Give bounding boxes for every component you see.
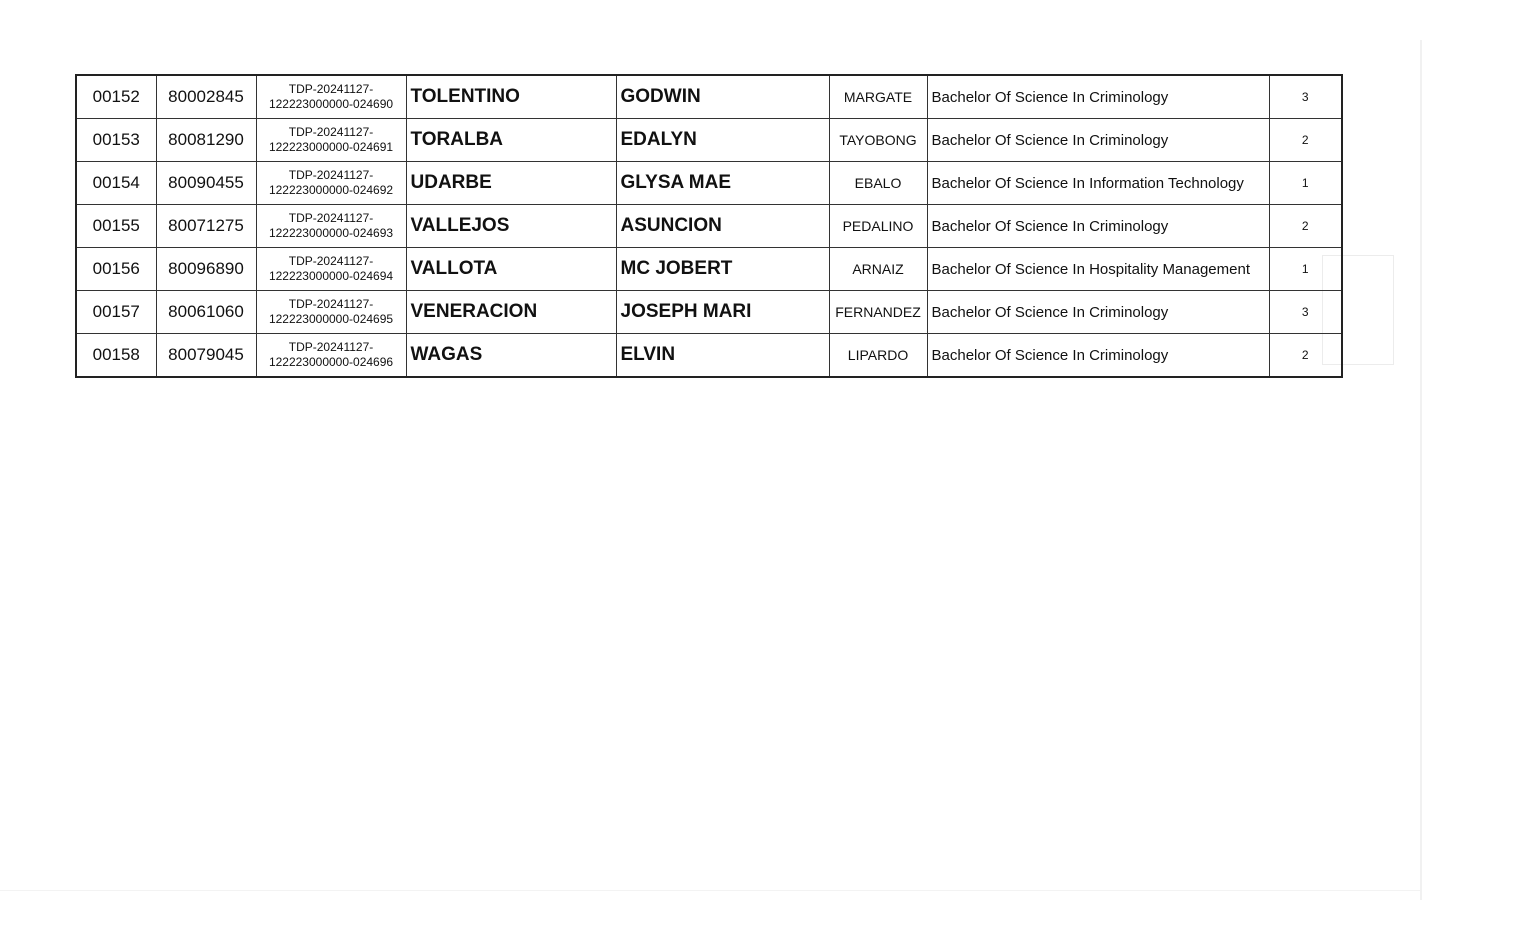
first-name: JOSEPH MARI — [616, 291, 829, 334]
middle-name: MARGATE — [829, 75, 927, 119]
year-level: 2 — [1269, 334, 1342, 378]
table-row — [76, 248, 1342, 291]
year-level: 2 — [1269, 119, 1342, 162]
tdp-number-line2: 122223000000-024692 — [268, 183, 394, 197]
degree-program: Bachelor Of Science In Criminology — [927, 75, 1269, 119]
student-id: 80081290 — [156, 119, 256, 162]
tdp-number-line2: 122223000000-024691 — [268, 140, 394, 154]
tdp-number — [256, 291, 406, 334]
table-row — [76, 334, 1342, 378]
tdp-number-line2: 122223000000-024694 — [268, 269, 394, 283]
tdp-number-line1: TDP-20241127- — [288, 254, 374, 268]
sequence-number: 00153 — [76, 119, 156, 162]
middle-name: EBALO — [829, 162, 927, 205]
sequence-number: 00152 — [76, 75, 156, 119]
first-name: GODWIN — [616, 75, 829, 119]
student-id: 80002845 — [156, 75, 256, 119]
tdp-number — [256, 119, 406, 162]
year-level: 3 — [1269, 291, 1342, 334]
sequence-number: 00155 — [76, 205, 156, 248]
degree-program: Bachelor Of Science In Criminology — [927, 334, 1269, 378]
scan-edge-artifact — [1420, 40, 1422, 900]
student-id: 80090455 — [156, 162, 256, 205]
tdp-number — [256, 334, 406, 378]
degree-program: Bachelor Of Science In Criminology — [927, 205, 1269, 248]
last-name: VALLOTA — [406, 248, 616, 291]
sequence-number: 00158 — [76, 334, 156, 378]
first-name: ELVIN — [616, 334, 829, 378]
last-name: WAGAS — [406, 334, 616, 378]
middle-name: PEDALINO — [829, 205, 927, 248]
tdp-number — [256, 205, 406, 248]
last-name: VALLEJOS — [406, 205, 616, 248]
tdp-number-line2: 122223000000-024696 — [268, 355, 394, 369]
tdp-number-line1: TDP-20241127- — [288, 125, 374, 139]
scan-line-artifact — [0, 890, 1420, 891]
degree-program: Bachelor Of Science In Criminology — [927, 119, 1269, 162]
last-name: VENERACION — [406, 291, 616, 334]
tdp-number-line2: 122223000000-024695 — [268, 312, 394, 326]
sequence-number: 00156 — [76, 248, 156, 291]
table-row — [76, 291, 1342, 334]
table-row — [76, 119, 1342, 162]
year-level: 1 — [1269, 248, 1342, 291]
first-name: EDALYN — [616, 119, 829, 162]
last-name: TOLENTINO — [406, 75, 616, 119]
tdp-number-line1: TDP-20241127- — [288, 168, 374, 182]
degree-program: Bachelor Of Science In Criminology — [927, 291, 1269, 334]
tdp-number — [256, 248, 406, 291]
tdp-number — [256, 75, 406, 119]
tdp-number-line1: TDP-20241127- — [288, 82, 374, 96]
middle-name: ARNAIZ — [829, 248, 927, 291]
first-name: MC JOBERT — [616, 248, 829, 291]
middle-name: LIPARDO — [829, 334, 927, 378]
tdp-number-line2: 122223000000-024690 — [268, 97, 394, 111]
table-row — [76, 205, 1342, 248]
sequence-number: 00157 — [76, 291, 156, 334]
tdp-number-line1: TDP-20241127- — [288, 340, 374, 354]
middle-name: FERNANDEZ — [829, 291, 927, 334]
degree-program: Bachelor Of Science In Hospitality Management — [927, 248, 1269, 291]
year-level: 3 — [1269, 75, 1342, 119]
middle-name: TAYOBONG — [829, 119, 927, 162]
year-level: 1 — [1269, 162, 1342, 205]
tdp-number-line2: 122223000000-024693 — [268, 226, 394, 240]
tdp-number — [256, 162, 406, 205]
degree-program: Bachelor Of Science In Information Technology — [927, 162, 1269, 205]
roster-body — [76, 75, 1342, 377]
sequence-number: 00154 — [76, 162, 156, 205]
first-name: ASUNCION — [616, 205, 829, 248]
table-row — [76, 162, 1342, 205]
year-level: 2 — [1269, 205, 1342, 248]
last-name: UDARBE — [406, 162, 616, 205]
last-name: TORALBA — [406, 119, 616, 162]
tdp-number-line1: TDP-20241127- — [288, 211, 374, 225]
first-name: GLYSA MAE — [616, 162, 829, 205]
student-id: 80096890 — [156, 248, 256, 291]
student-roster-table — [75, 74, 1343, 378]
table-row — [76, 75, 1342, 119]
tdp-number-line1: TDP-20241127- — [288, 297, 374, 311]
student-id: 80061060 — [156, 291, 256, 334]
student-id: 80079045 — [156, 334, 256, 378]
student-id: 80071275 — [156, 205, 256, 248]
